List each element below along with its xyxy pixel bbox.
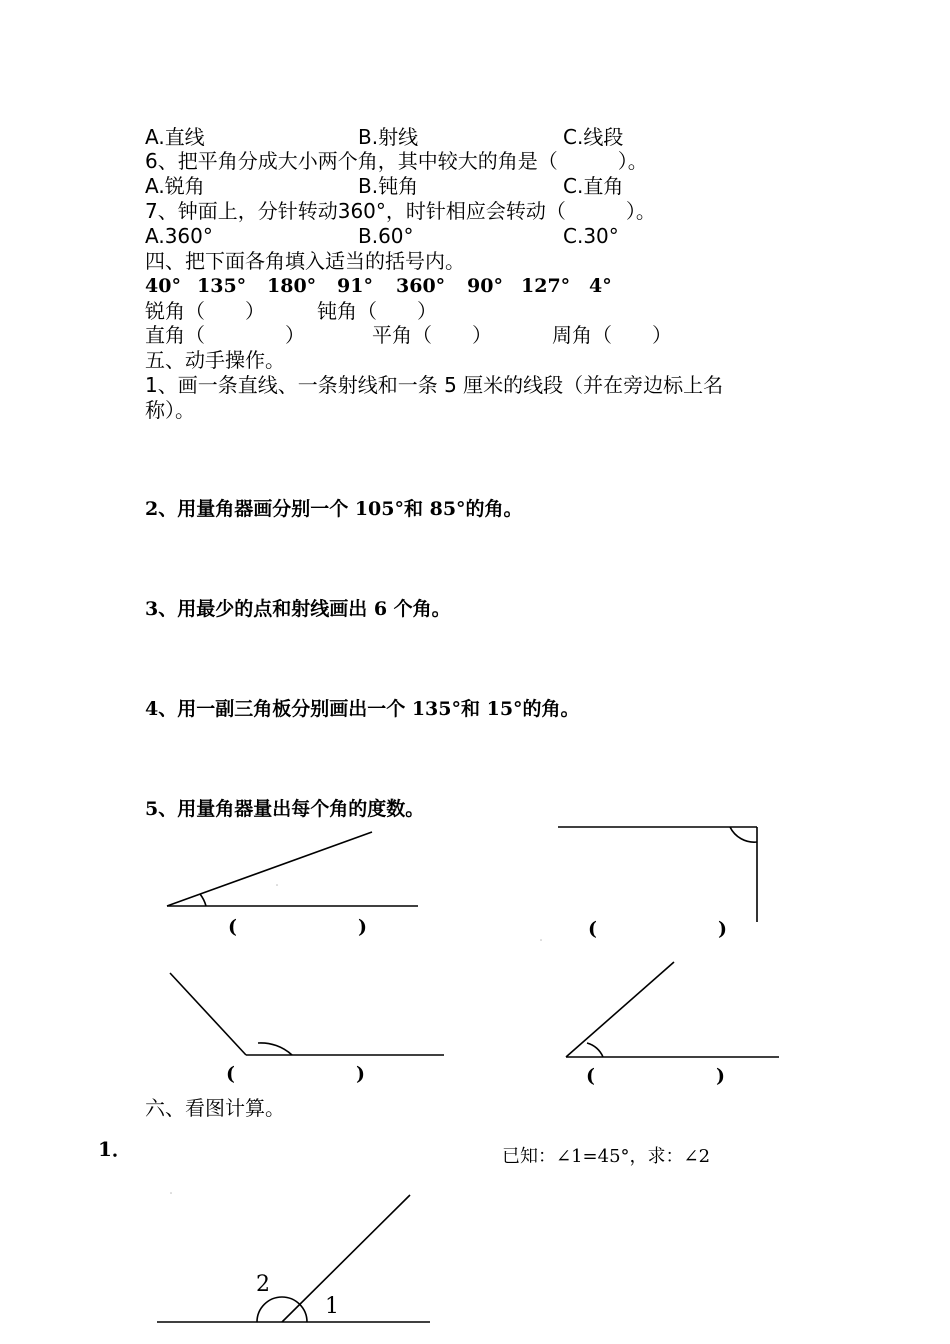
section4-title: 四、把下面各角填入适当的括号内。	[145, 249, 465, 273]
angle-figure-acute	[167, 832, 418, 906]
right-angle-blank: 直角（ ）	[145, 323, 305, 347]
section5-item1-cont: 称）。	[145, 398, 195, 422]
section5-item4: 4、用一副三角板分别画出一个 135°和 15°的角。	[145, 698, 580, 720]
angle-value: 90°	[467, 275, 503, 297]
section5-item2: 2、用量角器画分别一个 105°和 85°的角。	[145, 498, 523, 520]
section5-item1: 1、画一条直线、一条射线和一条 5 厘米的线段（并在旁边标上名	[145, 373, 724, 397]
angle-label-1: 1	[325, 1294, 339, 1319]
q6-option-b: B.钝角	[358, 174, 419, 198]
obtuse-angle-blank: 钝角（ ）	[317, 299, 437, 323]
q5-option-a: A.直线	[145, 125, 205, 149]
q5-option-b: B.射线	[358, 125, 419, 149]
answer-paren-close: )	[356, 1063, 365, 1085]
angle-figure-obtuse	[170, 973, 444, 1055]
angle-value: 127°	[521, 275, 571, 297]
angle-value: 360°	[396, 275, 446, 297]
section6-title: 六、看图计算。	[145, 1096, 285, 1120]
q6-text: 6、把平角分成大小两个角，其中较大的角是（ ）。	[145, 149, 648, 173]
angle-value: 40°	[145, 275, 181, 297]
problem-number: 1．	[98, 1137, 132, 1161]
q5-option-c: C.线段	[563, 125, 624, 149]
angle-value: 4°	[589, 275, 612, 297]
answer-paren-close: )	[716, 1065, 725, 1087]
angle-value: 180°	[267, 275, 317, 297]
angle-value: 135°	[197, 275, 247, 297]
answer-paren-open: (	[228, 916, 237, 938]
answer-paren-close: )	[358, 916, 367, 938]
q7-option-c: C.30°	[563, 224, 619, 248]
answer-paren-open: (	[588, 918, 597, 940]
answer-paren-close: )	[718, 918, 727, 940]
angle-figure-acute-2	[566, 962, 779, 1057]
section5-item5: 5、用量角器量出每个角的度数。	[145, 798, 425, 820]
section5-title: 五、动手操作。	[145, 348, 285, 372]
q6-option-c: C.直角	[563, 174, 624, 198]
acute-angle-blank: 锐角（ ）	[145, 299, 265, 323]
q7-option-b: B.60°	[358, 224, 414, 248]
section5-item3: 3、用最少的点和射线画出 6 个角。	[145, 598, 451, 620]
angle-figure-right	[558, 827, 757, 922]
straight-angle-blank: 平角（ ）	[372, 323, 492, 347]
q6-option-a: A.锐角	[145, 174, 205, 198]
q7-option-a: A.360°	[145, 224, 213, 248]
answer-paren-open: (	[226, 1063, 235, 1085]
angle-label-2: 2	[256, 1272, 270, 1297]
supplementary-angle-figure	[157, 1195, 430, 1322]
angle-value: 91°	[337, 275, 373, 297]
round-angle-blank: 周角（ ）	[552, 323, 672, 347]
given-condition: 已知：∠1=45°，求：∠2	[502, 1146, 711, 1167]
answer-paren-open: (	[586, 1065, 595, 1087]
q7-text: 7、钟面上，分针转动360°，时针相应会转动（ ）。	[145, 199, 656, 223]
